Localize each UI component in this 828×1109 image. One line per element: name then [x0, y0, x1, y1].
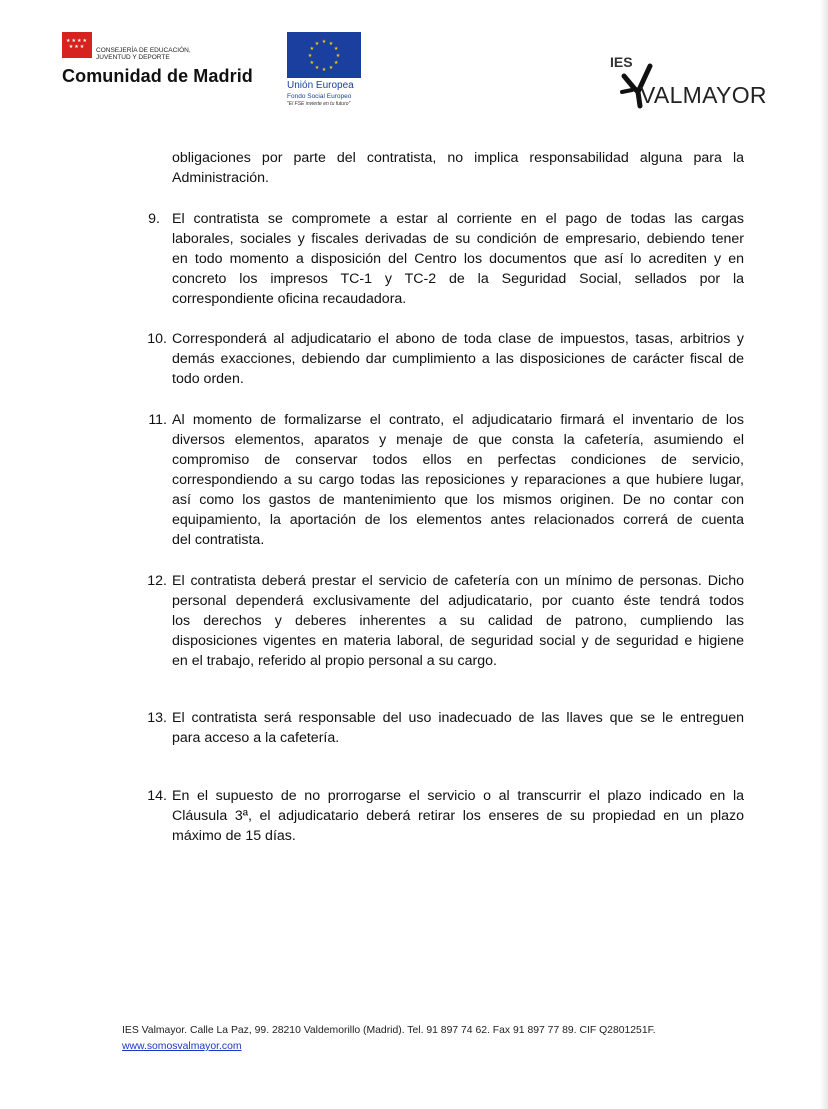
- eu-star-icon: ★: [335, 53, 341, 59]
- eu-star-icon: ★: [309, 46, 315, 52]
- ies-name: VALMAYOR: [640, 82, 767, 108]
- consejeria-label: CONSEJERÍA DE EDUCACIÓN, JUVENTUD Y DEPORTE: [96, 47, 191, 61]
- text-line: todo orden.: [172, 371, 244, 387]
- text-line: Cláusula 3ª, el adjudicatario deberá retirar los enseres de su propiedad en un plazo: [172, 808, 744, 824]
- text-line: obligaciones por parte del contratista, no implica responsabilidad alguna para la: [172, 150, 744, 166]
- text-line: demás exacciones, debiendo dar cumplimiento a las disposiciones de carácter fiscal de: [172, 351, 744, 367]
- eu-star-icon: ★: [328, 65, 334, 72]
- text-line: Al momento de formalizarse el contrato, el adjudicatario firmará el inventario de los: [172, 412, 744, 428]
- eu-star-icon: ★: [309, 60, 315, 66]
- eu-star-icon: ★: [314, 40, 320, 47]
- text-line: correspondiente oficina recaudadora.: [172, 291, 407, 307]
- eu-logo: [287, 32, 367, 112]
- eu-star-icon: ★: [333, 60, 339, 66]
- text-line: para acceso a la cafetería.: [172, 730, 340, 746]
- item-number: 12.: [147, 573, 167, 589]
- eu-flag-icon: [287, 32, 361, 78]
- footer-address: IES Valmayor. Calle La Paz, 99. 28210 Valdemorillo (Madrid). Tel. 91 897 74 62. Fax 91 897 77 89. CIF Q2801251F.: [122, 1025, 656, 1036]
- text-line: correspondiendo a su cargo todas las reposiciones y reparaciones a que hubiere lugar,: [172, 472, 744, 488]
- item-number: 11.: [148, 412, 167, 428]
- list-item: [172, 571, 744, 671]
- text-line: del contratista.: [172, 532, 265, 548]
- list-item: [172, 329, 744, 389]
- text-line: Administración.: [172, 170, 269, 186]
- ies-valmayor-logo: [610, 52, 767, 112]
- text-line: En el supuesto de no prorrogarse el servicio o al transcurrir el plazo indicado en la: [172, 788, 744, 804]
- list-item: [172, 410, 744, 550]
- list-item: [172, 708, 744, 748]
- intro-paragraph: [172, 148, 744, 188]
- text-line: máximo de 15 días.: [172, 828, 296, 844]
- eu-star-icon: ★: [321, 39, 327, 45]
- text-line: disposiciones vigentes en materia laboral, de seguridad social y de seguridad e higiene: [172, 633, 744, 649]
- text-line: compromiso de conservar todos ellos en perfectas condiciones de servicio,: [172, 452, 744, 468]
- text-line: El contratista deberá prestar el servicio de cafetería con un mínimo de personas. Dicho: [172, 573, 744, 589]
- text-line: El contratista se compromete a estar al corriente en el pago de todas las cargas: [172, 211, 744, 227]
- website-link[interactable]: www.somosvalmayor.com: [122, 1041, 242, 1052]
- text-line: El contratista será responsable del uso inadecuado de las llaves que se le entreguen: [172, 710, 744, 726]
- text-line: equipamiento, la aportación de los elementos antes relacionados correrá de cuenta: [172, 512, 744, 528]
- ies-label: IES: [610, 54, 633, 70]
- eu-motto: "El FSE invierte en tu futuro": [287, 101, 351, 107]
- item-number: 9.: [148, 211, 160, 227]
- text-line: concreto los impresos TC-1 y TC-2 de la Seguridad Social, sellados por la: [172, 271, 744, 287]
- item-number: 14.: [147, 788, 167, 804]
- eu-star-icon: ★: [333, 46, 339, 52]
- item-number: 13.: [147, 710, 167, 726]
- text-line: los derechos y deberes inherentes a su calidad de patrono, cumpliendo las: [172, 613, 744, 629]
- item-number: 10.: [147, 331, 167, 347]
- eu-star-icon: ★: [314, 65, 320, 72]
- comunidad-name: Comunidad de Madrid: [62, 66, 253, 86]
- text-line: así como los gastos de mantenimiento que los mismos originen. De no contar con: [172, 492, 744, 508]
- text-line: Corresponderá al adjudicatario el abono de toda clase de impuestos, tasas, arbitrios y: [172, 331, 744, 347]
- eu-star-icon: ★: [321, 67, 327, 73]
- page-edge-shadow: [820, 0, 828, 1109]
- text-line: en todo momento a disposición del Centro los documentos que así lo acrediten y en: [172, 251, 744, 267]
- text-line: personal dependerá exclusivamente del adjudicatario, por cuanto éste tendrá todos: [172, 593, 744, 609]
- list-item: [172, 786, 744, 846]
- text-line: en el trabajo, referido al propio personal a su cargo.: [172, 653, 497, 669]
- text-line: diversos elementos, aparatos y menaje de que consta la cafetería, asumiendo el: [172, 432, 744, 448]
- eu-name: Unión Europea: [287, 80, 354, 91]
- list-item: [172, 209, 744, 309]
- eu-fund: Fondo Social Europeo: [287, 93, 352, 100]
- text-line: laborales, sociales y fiscales derivadas de su condición de empresario, debiendo tener: [172, 231, 744, 247]
- comunidad-de-madrid-logo: [62, 32, 272, 92]
- madrid-flag-icon: ★★★★ ★★★: [62, 32, 92, 58]
- eu-star-icon: ★: [328, 40, 334, 47]
- eu-star-icon: ★: [307, 53, 313, 59]
